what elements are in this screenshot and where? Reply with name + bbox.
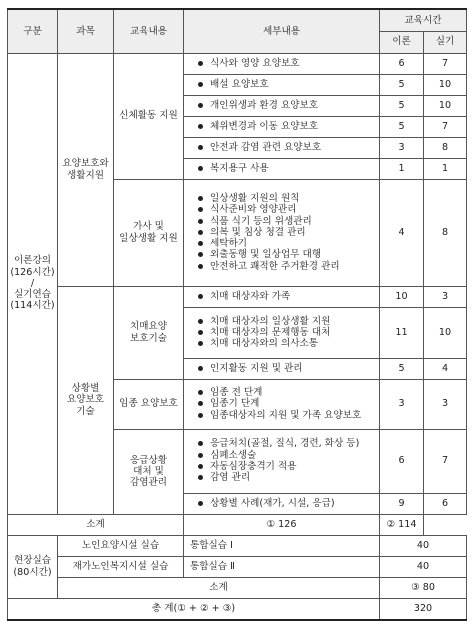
subject2-label: 상황별 요양보호 기술 [58, 286, 114, 514]
detail-row [184, 493, 380, 514]
detail-row [184, 74, 380, 95]
detail-list-cell [184, 379, 380, 429]
header-category: 구분 [8, 9, 58, 53]
detail-item: 일상생활 지원의 원칙 [196, 193, 377, 204]
detail-item: 복지용구 사용 [196, 163, 377, 174]
practice-value: 10 [424, 95, 467, 116]
theory-value: 6 [380, 53, 424, 74]
practice-value: 6 [424, 493, 467, 514]
detail-item: 치매 대상자의 일상생활 지원 [196, 316, 377, 327]
theory-value: 5 [380, 95, 424, 116]
field-content: 통합실습 Ⅱ [184, 556, 380, 577]
curriculum-table-container [7, 8, 467, 621]
detail-list-cell [184, 307, 380, 358]
detail-item: 개인위생과 환경 요양보호 [196, 100, 377, 111]
content-physical: 신체활동 지원 [114, 53, 184, 179]
practice-value: 7 [424, 53, 467, 74]
content-dementia: 치매요양 보호기술 [114, 286, 184, 379]
subject1-label: 요양보호와 생활지원 [58, 53, 114, 286]
theory-value: 3 [380, 379, 424, 429]
practice-value: 4 [424, 358, 467, 379]
practice-value: 8 [424, 179, 467, 286]
total-value: 320 [380, 598, 467, 620]
detail-row [184, 116, 380, 137]
header-hours: 교육시간 [380, 9, 467, 31]
practice-value: 1 [424, 158, 467, 179]
theory-group-label: 이론강의 (126시간) / 실기연습 (114시간) [8, 53, 58, 514]
content-death-care: 임종 요양보호 [114, 379, 184, 429]
detail-row [184, 358, 380, 379]
field-subtotal-label: 소계 [58, 577, 380, 598]
theory-value: 5 [380, 358, 424, 379]
field-content: 통합실습 Ⅰ [184, 535, 380, 556]
detail-item: 의복 및 침상 청결 관리 [196, 227, 377, 238]
field-group-label: 현장실습 (80시간) [8, 535, 58, 598]
field-subject: 재가노인복지시설 실습 [58, 556, 184, 577]
detail-item: 임종 전 단계 [196, 387, 377, 398]
detail-item: 배설 요양보호 [196, 79, 377, 90]
detail-row [184, 286, 380, 307]
detail-row [184, 158, 380, 179]
detail-item: 식사준비와 영양관리 [196, 204, 377, 215]
detail-list-cell [184, 429, 380, 493]
theory-value: 10 [380, 286, 424, 307]
header-details: 세부내용 [184, 9, 380, 53]
total-label: 총 계(① + ② + ③) [8, 598, 380, 620]
detail-item: 안전하고 쾌적한 주거환경 관리 [196, 261, 377, 272]
detail-item: 임종대상자의 지원 및 가족 요양보호 [196, 410, 377, 421]
practice-value: 7 [424, 429, 467, 493]
detail-item: 외출동행 및 일상업무 대행 [196, 249, 377, 260]
practice-value: 3 [424, 286, 467, 307]
detail-list-cell [184, 179, 380, 286]
detail-item: 임종기 단계 [196, 398, 377, 409]
header-subject: 과목 [58, 9, 114, 53]
detail-row [184, 95, 380, 116]
field-hours: 40 [380, 556, 467, 577]
subtotal-label: 소계 [8, 514, 184, 535]
detail-item: 치매 대상자와 가족 [196, 291, 377, 302]
theory-value: 5 [380, 74, 424, 95]
detail-item: 체위변경과 이동 요양보호 [196, 121, 377, 132]
detail-item: 심폐소생술 [196, 450, 377, 461]
theory-value: 6 [380, 429, 424, 493]
theory-value: 1 [380, 158, 424, 179]
theory-value: 4 [380, 179, 424, 286]
header-theory: 이론 [380, 31, 424, 53]
subtotal-practice: ② 114 [380, 514, 424, 535]
detail-item: 세탁하기 [196, 238, 377, 249]
theory-value: 11 [380, 307, 424, 358]
detail-item: 안전과 감염 관련 요양보호 [196, 142, 377, 153]
practice-value: 3 [424, 379, 467, 429]
subtotal-theory: ① 126 [184, 514, 380, 535]
detail-item: 자동심장충격기 적용 [196, 461, 377, 472]
content-emergency: 응급상황 대처 및 감염관리 [114, 429, 184, 514]
detail-item: 식품 식기 등의 위생관리 [196, 216, 377, 227]
practice-value: 10 [424, 307, 467, 358]
practice-value: 7 [424, 116, 467, 137]
content-housework: 가사 및 일상생활 지원 [114, 179, 184, 286]
detail-item: 치매 대상자의 문제행동 대처 [196, 327, 377, 338]
detail-item: 상황별 사례(재가, 시설, 응급) [196, 498, 377, 509]
curriculum-table [7, 8, 467, 621]
detail-item: 치매 대상자와의 의사소통 [196, 338, 377, 349]
field-subject: 노인요양시설 실습 [58, 535, 184, 556]
field-subtotal-value: ③ 80 [380, 577, 467, 598]
detail-item: 감염 관리 [196, 472, 377, 483]
theory-value: 3 [380, 137, 424, 158]
detail-item: 식사와 영양 요양보호 [196, 58, 377, 69]
detail-row [184, 137, 380, 158]
detail-item: 인지활동 지원 및 관리 [196, 363, 377, 374]
field-hours: 40 [380, 535, 467, 556]
header-content: 교육내용 [114, 9, 184, 53]
detail-row [184, 53, 380, 74]
practice-value: 8 [424, 137, 467, 158]
detail-item: 응급처치(골절, 질식, 경련, 화상 등) [196, 438, 377, 449]
theory-value: 5 [380, 116, 424, 137]
practice-value: 10 [424, 74, 467, 95]
theory-value: 9 [380, 493, 424, 514]
header-practice: 실기 [424, 31, 467, 53]
